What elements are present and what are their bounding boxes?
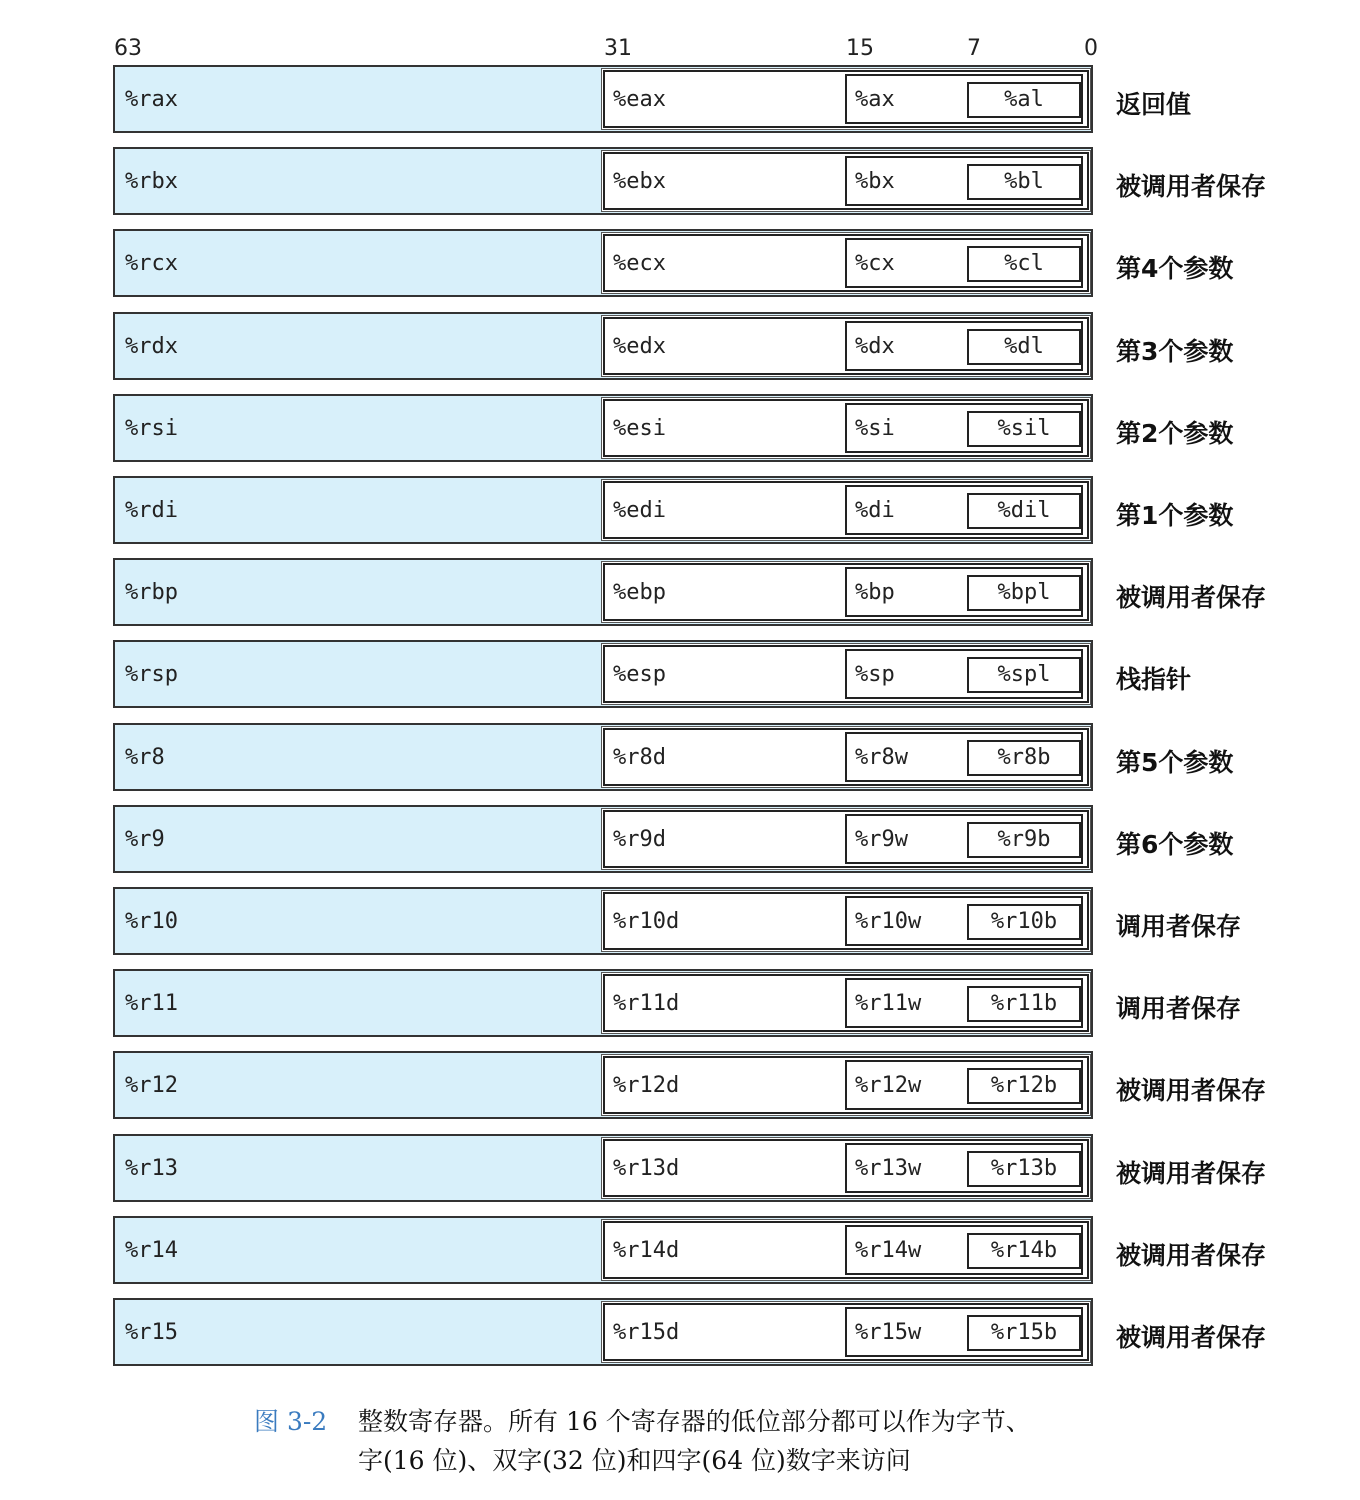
register-32bit: %esp <box>613 662 666 688</box>
register-16bit-box <box>845 1060 1083 1110</box>
register-8bit: %spl <box>967 657 1081 693</box>
register-8bit: %r13b <box>967 1151 1081 1187</box>
register-usage: 被调用者保存 <box>1116 583 1267 613</box>
register-16bit-box <box>845 321 1083 371</box>
register-32bit-box <box>603 1056 1089 1114</box>
register-usage: 第5个参数 <box>1116 747 1234 777</box>
register-usage: 第4个参数 <box>1116 254 1234 284</box>
register-32bit-box <box>603 728 1089 786</box>
register-16bit: %dx <box>855 333 895 359</box>
register-32bit: %ebp <box>613 580 666 606</box>
register-64bit: %r10 <box>125 909 178 934</box>
register-32bit: %r14d <box>613 1237 680 1263</box>
register-16bit-box <box>845 485 1083 535</box>
register-16bit: %r8w <box>855 744 908 770</box>
register-64bit: %rbp <box>125 580 178 606</box>
register-32bit-box <box>603 563 1089 621</box>
register-32bit-box <box>603 1221 1089 1279</box>
register-16bit-box <box>845 403 1083 453</box>
register-32bit: %r11d <box>613 991 680 1017</box>
register-16bit-box <box>845 1225 1083 1275</box>
register-32bit: %eax <box>613 87 666 112</box>
register-usage: 调用者保存 <box>1116 912 1242 941</box>
register-usage: 返回值 <box>1116 90 1192 119</box>
register-row <box>113 969 1093 1037</box>
register-8bit: %r10b <box>967 904 1081 940</box>
register-8bit: %bpl <box>967 575 1081 611</box>
register-32bit-box <box>603 974 1089 1032</box>
register-32bit-box <box>603 481 1089 539</box>
register-usage: 第6个参数 <box>1116 829 1234 859</box>
caption-line-1: 整数寄存器。所有 16 个寄存器的低位部分都可以作为字节、 <box>358 1407 1031 1436</box>
register-8bit: %dil <box>967 493 1081 529</box>
register-row <box>113 229 1093 297</box>
register-row <box>113 723 1093 791</box>
register-8bit: %sil <box>967 411 1081 447</box>
register-usage: 被调用者保存 <box>1116 1076 1267 1106</box>
register-16bit-box <box>845 238 1083 288</box>
register-row <box>113 65 1093 133</box>
register-32bit: %edx <box>613 333 666 359</box>
register-usage: 被调用者保存 <box>1116 1158 1267 1188</box>
register-16bit-box <box>845 814 1083 864</box>
register-16bit-box <box>845 978 1083 1028</box>
register-64bit: %r9 <box>125 826 165 852</box>
register-16bit: %r11w <box>855 991 922 1017</box>
register-64bit: %r8 <box>125 744 165 770</box>
register-32bit: %edi <box>613 498 666 523</box>
register-8bit: %cl <box>967 246 1081 282</box>
register-8bit: %r15b <box>967 1315 1081 1351</box>
register-16bit-box <box>845 649 1083 699</box>
register-row <box>113 476 1093 544</box>
register-32bit-box <box>603 645 1089 703</box>
register-64bit: %r13 <box>125 1155 178 1181</box>
figure-number: 图 3-2 <box>254 1407 328 1436</box>
register-32bit: %ebx <box>613 169 666 195</box>
register-row <box>113 1051 1093 1119</box>
register-64bit: %r14 <box>125 1237 178 1263</box>
caption-line-2: 字(16 位)、双字(32 位)和四字(64 位)数字来访问 <box>358 1446 911 1475</box>
register-64bit: %rsi <box>125 415 178 441</box>
register-32bit: %r15d <box>613 1320 680 1345</box>
register-64bit: %rdx <box>125 333 178 359</box>
register-32bit-box <box>603 152 1089 210</box>
register-row <box>113 1298 1093 1366</box>
register-64bit: %rcx <box>125 251 178 277</box>
register-32bit: %r13d <box>613 1155 680 1181</box>
register-32bit-box <box>603 810 1089 868</box>
register-16bit-box <box>845 732 1083 782</box>
register-16bit-box <box>845 156 1083 206</box>
register-32bit: %ecx <box>613 251 666 277</box>
bit-label-15: 15 <box>846 36 874 61</box>
register-row <box>113 312 1093 380</box>
register-8bit: %r9b <box>967 822 1081 858</box>
register-16bit: %cx <box>855 251 895 277</box>
register-64bit: %rdi <box>125 498 178 523</box>
register-64bit: %rbx <box>125 169 178 195</box>
register-64bit: %r12 <box>125 1073 178 1099</box>
register-row <box>113 805 1093 873</box>
register-16bit: %bx <box>855 169 895 195</box>
register-16bit: %ax <box>855 87 895 112</box>
register-32bit-box <box>603 1303 1089 1361</box>
register-8bit: %bl <box>967 164 1081 200</box>
register-32bit: %r8d <box>613 744 666 770</box>
register-row <box>113 1134 1093 1202</box>
register-16bit-box <box>845 1143 1083 1193</box>
register-16bit: %di <box>855 498 895 523</box>
register-32bit-box <box>603 234 1089 292</box>
register-32bit-box <box>603 399 1089 457</box>
register-8bit: %al <box>967 82 1081 118</box>
register-usage: 第3个参数 <box>1116 336 1234 366</box>
bit-label-31: 31 <box>604 36 632 61</box>
register-16bit-box <box>845 896 1083 946</box>
register-32bit-box <box>603 70 1089 128</box>
register-32bit: %r10d <box>613 909 680 934</box>
register-32bit-box <box>603 892 1089 950</box>
register-16bit: %r12w <box>855 1073 922 1099</box>
register-8bit: %r12b <box>967 1068 1081 1104</box>
register-8bit: %r8b <box>967 740 1081 776</box>
register-16bit: %r13w <box>855 1155 922 1181</box>
register-32bit-box <box>603 317 1089 375</box>
register-16bit: %sp <box>855 662 895 688</box>
register-row <box>113 558 1093 626</box>
register-usage: 栈指针 <box>1116 665 1192 695</box>
register-16bit-box <box>845 567 1083 617</box>
register-32bit: %r9d <box>613 826 666 852</box>
bit-label-0: 0 <box>1084 36 1098 61</box>
register-64bit: %r15 <box>125 1320 178 1345</box>
register-8bit: %dl <box>967 329 1081 365</box>
register-64bit: %rax <box>125 87 178 112</box>
register-row <box>113 147 1093 215</box>
register-usage: 第2个参数 <box>1116 418 1234 448</box>
register-row <box>113 394 1093 462</box>
bit-label-63: 63 <box>114 36 142 61</box>
register-row <box>113 1216 1093 1284</box>
register-usage: 第1个参数 <box>1116 501 1234 530</box>
register-8bit: %r14b <box>967 1233 1081 1269</box>
register-32bit: %r12d <box>613 1073 680 1099</box>
register-row <box>113 640 1093 708</box>
register-usage: 被调用者保存 <box>1116 172 1267 202</box>
register-8bit: %r11b <box>967 986 1081 1022</box>
register-16bit-box <box>845 1307 1083 1357</box>
register-16bit: %r9w <box>855 826 908 852</box>
register-16bit: %r15w <box>855 1320 922 1345</box>
register-16bit: %bp <box>855 580 895 606</box>
register-16bit: %r10w <box>855 909 922 934</box>
bit-label-7: 7 <box>967 36 981 61</box>
register-16bit: %r14w <box>855 1237 922 1263</box>
register-16bit: %si <box>855 415 895 441</box>
register-64bit: %rsp <box>125 662 178 688</box>
register-usage: 调用者保存 <box>1116 994 1242 1024</box>
register-row <box>113 887 1093 955</box>
register-usage: 被调用者保存 <box>1116 1323 1267 1352</box>
register-64bit: %r11 <box>125 991 178 1017</box>
register-32bit: %esi <box>613 415 666 441</box>
register-16bit-box <box>845 74 1083 124</box>
register-usage: 被调用者保存 <box>1116 1240 1267 1270</box>
register-32bit-box <box>603 1139 1089 1197</box>
